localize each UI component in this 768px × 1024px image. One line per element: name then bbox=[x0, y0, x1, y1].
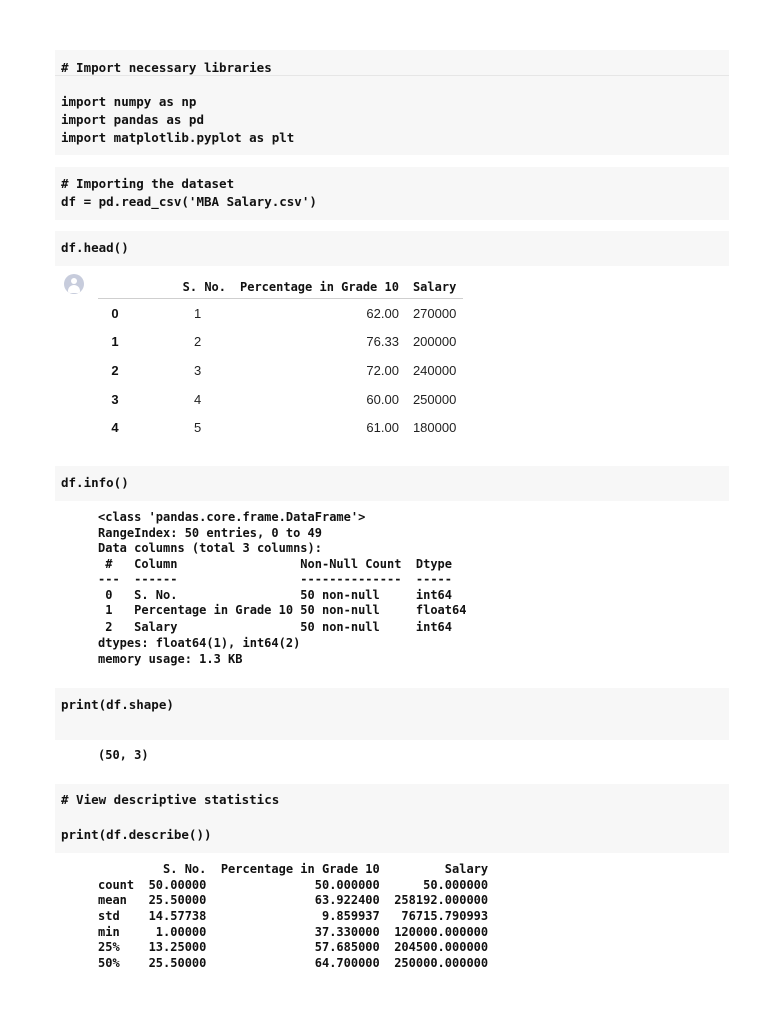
row-index: 0 bbox=[111, 305, 119, 321]
code-cell-dataset[interactable] bbox=[55, 167, 729, 220]
output-line: 25% 13.25000 57.685000 204500.000000 bbox=[98, 940, 489, 954]
output-line: memory usage: 1.3 KB bbox=[98, 652, 243, 666]
cell-pct: 76.33 bbox=[366, 334, 399, 350]
cell-pct: 60.00 bbox=[366, 391, 399, 407]
output-line: Data columns (total 3 columns): bbox=[98, 541, 322, 555]
output-line: 2 Salary 50 non-null int64 bbox=[98, 620, 453, 634]
table-row bbox=[98, 385, 463, 414]
cell-pct: 62.00 bbox=[366, 305, 399, 321]
cell-salary: 250000 bbox=[412, 391, 457, 407]
cell-sno: 5 bbox=[194, 420, 202, 436]
output-line: 1 Percentage in Grade 10 50 non-null float64 bbox=[98, 603, 467, 617]
code-cell-info[interactable] bbox=[55, 466, 729, 501]
cell-pct: 61.00 bbox=[366, 420, 399, 436]
head-output-table bbox=[98, 276, 463, 442]
cell-salary: 270000 bbox=[412, 305, 457, 321]
row-index: 1 bbox=[111, 334, 119, 350]
table-header: Salary bbox=[406, 276, 463, 299]
output-line: count 50.00000 50.000000 50.000000 bbox=[98, 877, 489, 892]
code-cell-imports[interactable] bbox=[55, 50, 729, 155]
row-index: 4 bbox=[111, 420, 119, 436]
output-line: mean 25.50000 63.922400 258192.000000 bbox=[98, 893, 489, 907]
code-comment: # Import necessary libraries bbox=[61, 60, 272, 75]
row-index: 3 bbox=[111, 391, 119, 407]
code-line: import numpy as np bbox=[61, 94, 197, 109]
table-header: Percentage in Grade 10 bbox=[233, 276, 406, 299]
code-line: df.head() bbox=[61, 240, 129, 255]
table-header: S. No. bbox=[132, 276, 233, 299]
table-row bbox=[98, 413, 463, 442]
output-line: std 14.57738 9.859937 76715.790993 bbox=[98, 909, 489, 923]
cell-pct: 72.00 bbox=[366, 362, 399, 378]
output-line: 0 S. No. 50 non-null int64 bbox=[98, 587, 453, 602]
output-line: 50% 25.50000 64.700000 250000.000000 bbox=[98, 956, 489, 970]
table-row bbox=[98, 299, 463, 328]
table-header-row bbox=[98, 276, 463, 299]
output-line: --- ------ -------------- ----- bbox=[98, 572, 453, 586]
code-line: print(df.shape) bbox=[61, 697, 174, 712]
code-line: print(df.describe()) bbox=[61, 827, 212, 842]
output-line: <class 'pandas.core.frame.DataFrame'> bbox=[98, 510, 366, 524]
shape-output: (50, 3) bbox=[98, 748, 149, 762]
code-cell-shape[interactable] bbox=[55, 688, 729, 740]
code-line: df = pd.read_csv('MBA Salary.csv') bbox=[61, 194, 317, 209]
output-line: # Column Non-Null Count Dtype bbox=[98, 556, 453, 571]
code-cell-head[interactable] bbox=[55, 231, 729, 266]
output-line: dtypes: float64(1), int64(2) bbox=[98, 636, 301, 650]
cell-sno: 1 bbox=[194, 305, 202, 321]
code-cell-describe[interactable] bbox=[55, 784, 729, 853]
cell-salary: 180000 bbox=[412, 420, 457, 436]
line-divider bbox=[55, 75, 729, 76]
output-line: RangeIndex: 50 entries, 0 to 49 bbox=[98, 525, 322, 540]
cell-sno: 4 bbox=[194, 391, 202, 407]
cell-salary: 200000 bbox=[412, 334, 457, 350]
row-index: 2 bbox=[111, 362, 119, 378]
table-row bbox=[98, 328, 463, 357]
cell-sno: 2 bbox=[194, 334, 202, 350]
cell-sno: 3 bbox=[194, 362, 202, 378]
table-row bbox=[98, 356, 463, 385]
output-line: min 1.00000 37.330000 120000.000000 bbox=[98, 924, 489, 939]
code-line: df.info() bbox=[61, 475, 129, 490]
code-line: import pandas as pd bbox=[61, 112, 204, 127]
table-header-index bbox=[98, 276, 132, 299]
output-avatar-icon bbox=[64, 274, 84, 294]
cell-salary: 240000 bbox=[412, 362, 457, 378]
code-comment: # View descriptive statistics bbox=[61, 792, 280, 807]
code-line: import matplotlib.pyplot as plt bbox=[61, 130, 295, 145]
output-line: S. No. Percentage in Grade 10 Salary bbox=[98, 862, 489, 876]
code-comment: # Importing the dataset bbox=[61, 176, 235, 191]
